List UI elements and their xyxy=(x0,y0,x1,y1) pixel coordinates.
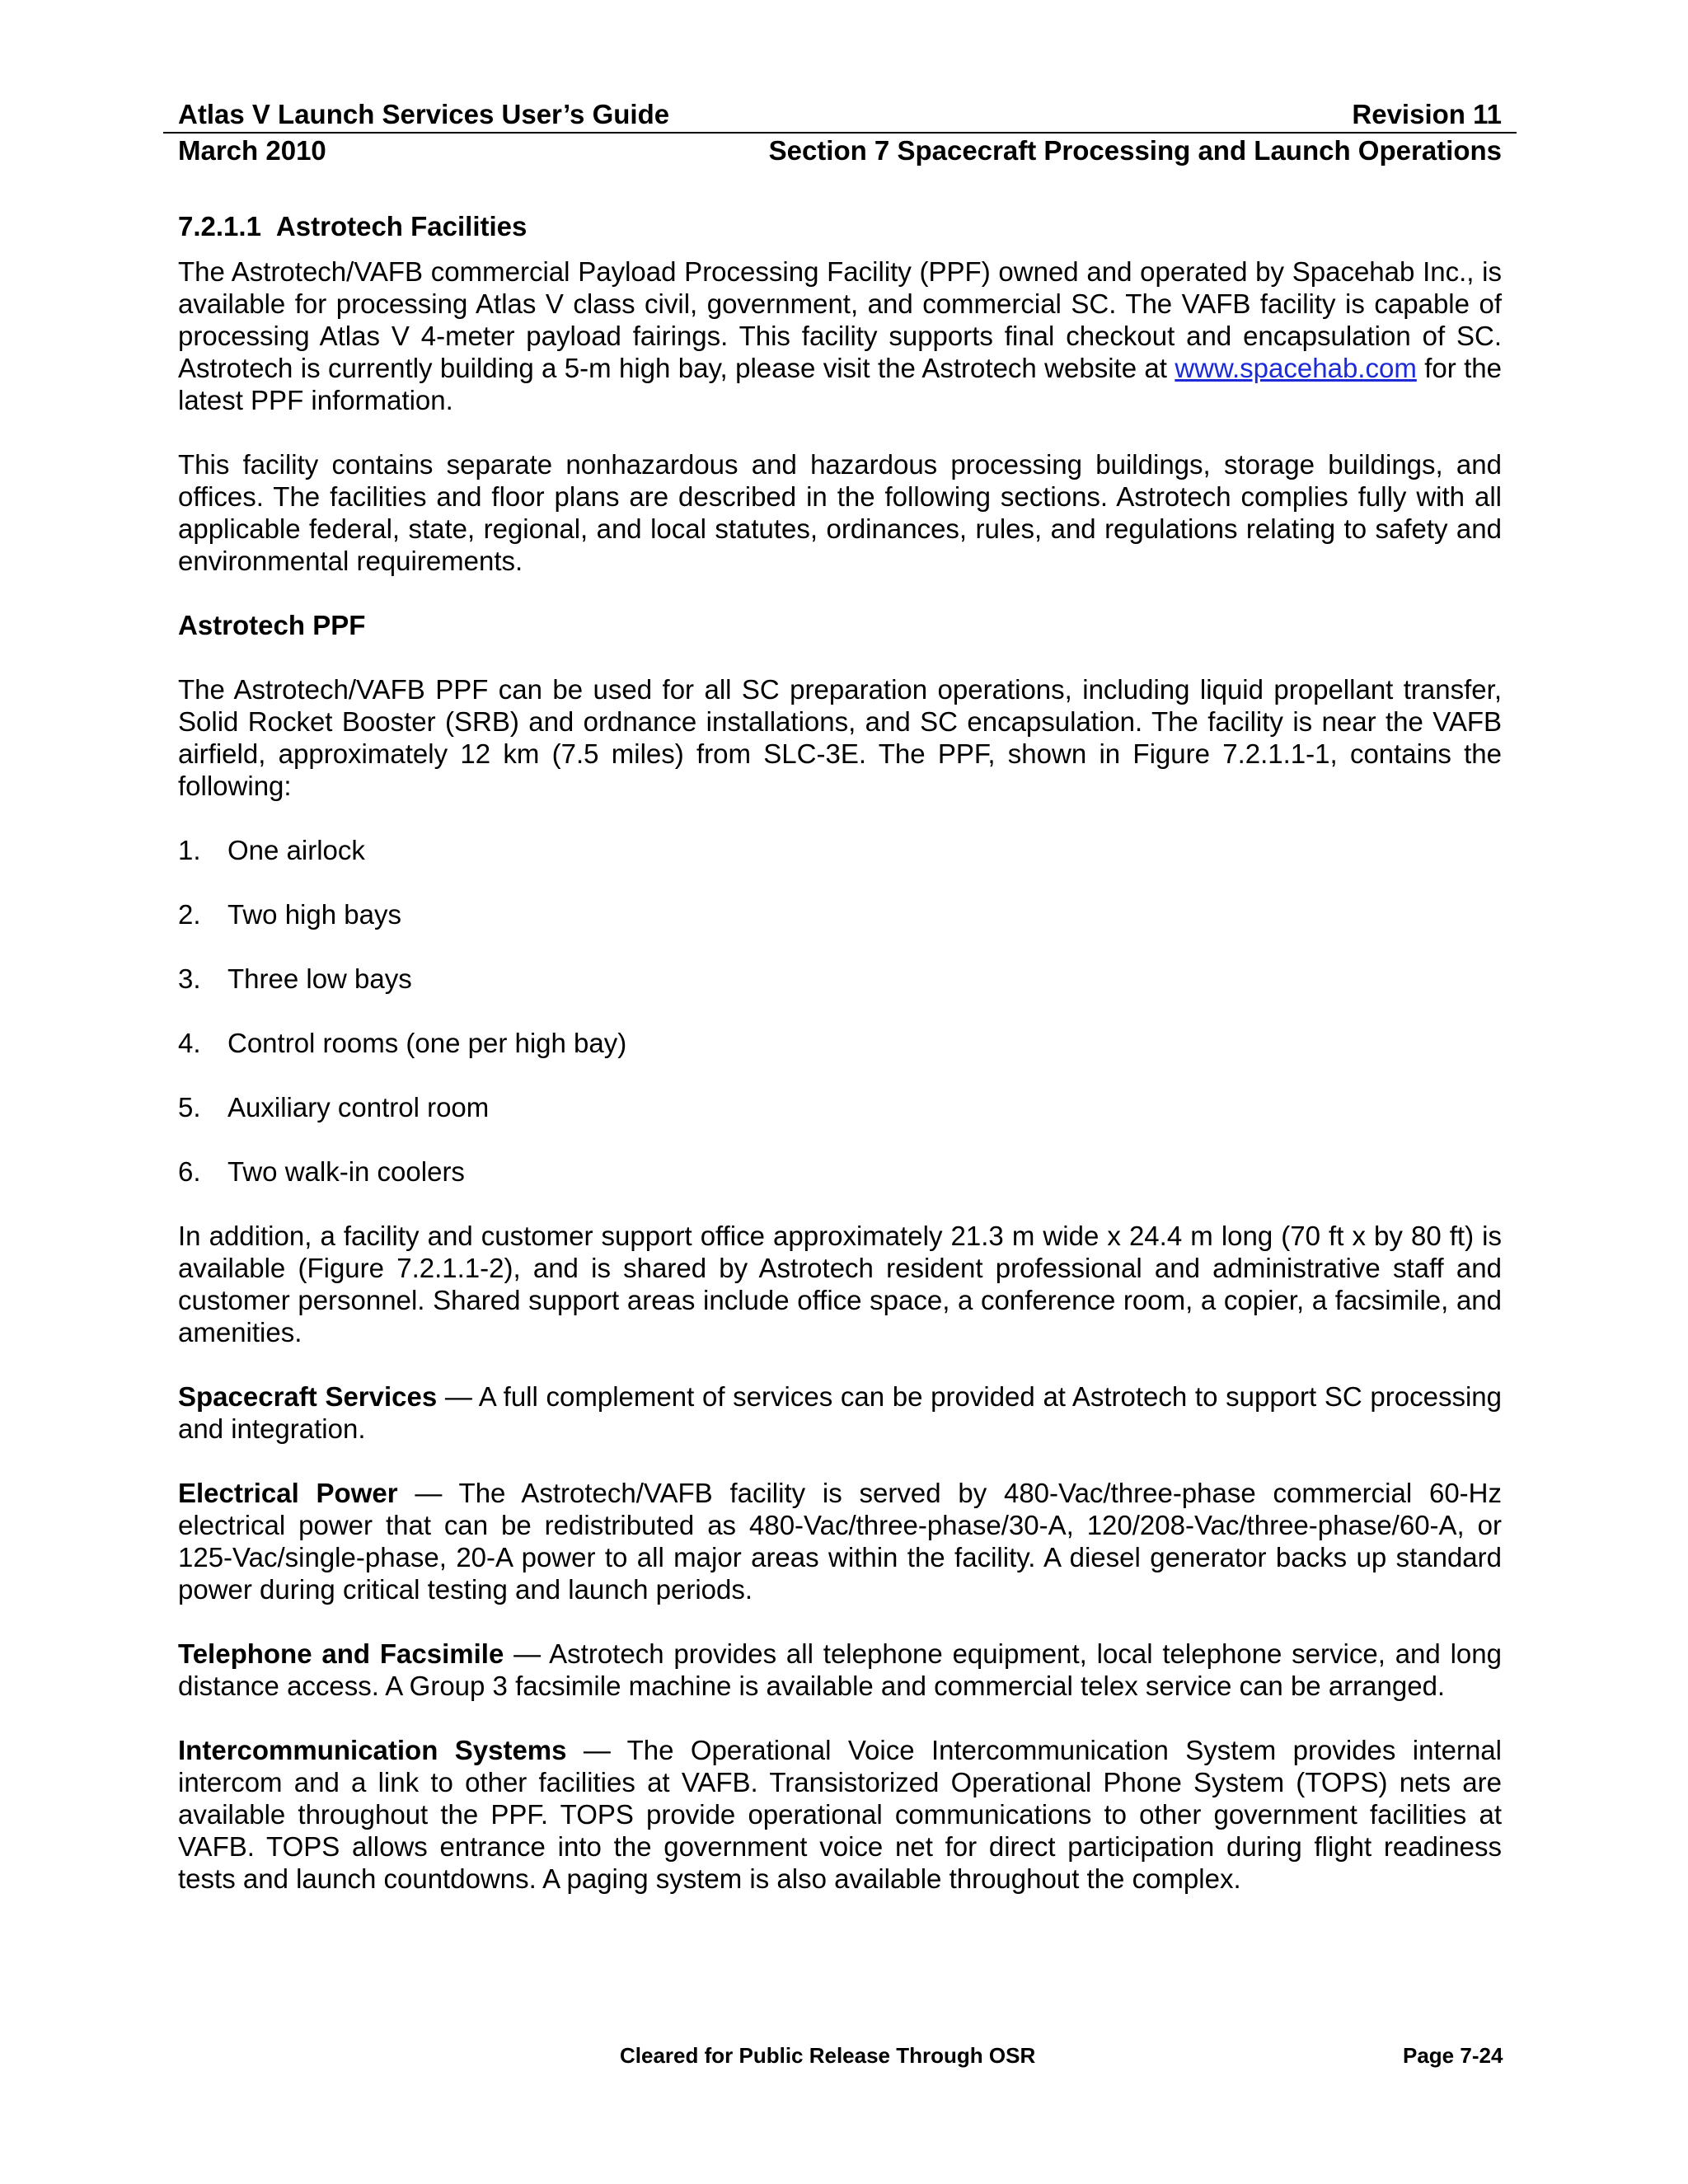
term-spacecraft-services: Spacecraft Services xyxy=(178,1381,438,1412)
paragraph-support-office: In addition, a facility and customer support office approximately 21.3 m wide x 24.4 m long (70 ft x by 80 ft) is available (Figure 7.2.1.1-2), and is shared by Astrotech resident professional and administrative staff and customer personnel. Shared support areas include office space, a conference room, a copier, a facsimile, and amenities. xyxy=(178,1221,1502,1347)
section-title: Astrotech Facilities xyxy=(275,211,528,241)
list-item: 2. Two high bays xyxy=(178,899,401,930)
list-item: 1. One airlock xyxy=(178,835,365,865)
paragraph-electrical-power: Electrical Power — The Astrotech/VAFB facility is served by 480-Vac/three-phase commercial 60-Hz electrical power that can be redistributed as 480-Vac/three-phase/30-A, 120/208-Vac/three-phase/60-A, or 125-Vac/single-phase, 20-A power to all major areas within the facility. A diesel generator backs up standard power during critical testing and launch periods. xyxy=(178,1478,1502,1605)
header-row-top xyxy=(163,97,1517,134)
term-telephone-facsimile: Telephone and Facsimile xyxy=(178,1638,504,1669)
spacehab-link[interactable]: www.spacehab.com xyxy=(1175,353,1417,383)
paragraph-spacecraft-services: Spacecraft Services — A full complement of services can be provided at Astrotech to support SC processing and integration. xyxy=(178,1381,1502,1444)
release-notice: Cleared for Public Release Through OSR xyxy=(620,2043,1036,2068)
document-title: Atlas V Launch Services User’s Guide xyxy=(178,99,670,129)
header-row-bottom xyxy=(163,134,1517,168)
section-number: 7.2.1.1 xyxy=(178,211,261,241)
list-item: 5. Auxiliary control room xyxy=(178,1092,490,1122)
paragraph-telephone-facsimile: Telephone and Facsimile — Astrotech provides all telephone equipment, local telephone service, and long distance access. A Group 3 facsimile machine is available and commercial telex service can be arranged. xyxy=(178,1638,1502,1701)
term-electrical-power: Electrical Power xyxy=(178,1478,398,1508)
page-header xyxy=(163,97,1517,168)
ppf-list xyxy=(178,834,1502,1188)
paragraph-ppf: The Astrotech/VAFB PPF can be used for all SC preparation operations, including liquid propellant transfer, Solid Rocket Booster (SRB) and ordnance installations, and SC encapsulation. The facility is near the VAFB airfield, approximately 12 km (7.5 miles) from SLC-3E. The PPF, shown in Figure 7.2.1.1-1, contains the following: xyxy=(178,674,1502,801)
paragraph-intro: The Astrotech/VAFB commercial Payload Processing Facility (PPF) owned and operated by Spacehab Inc., is available for processing Atlas V class civil, government, and commercial SC. The VAFB facility is capable of processing Atlas V 4-meter payload fairings. This facility supports final checkout and encapsulation of SC. Astrotech is currently building a 5-m high bay, please visit the Astrotech website at www.spacehab.com for the latest PPF information. xyxy=(178,256,1502,415)
section-heading xyxy=(178,210,1502,242)
paragraph-facility: This facility contains separate nonhazardous and hazardous processing buildings, storage buildings, and offices. The facilities and floor plans are described in the following sections. Astrotech complies fully with all applicable federal, state, regional, and local statutes, ordinances, rules, and regulations relating to safety and environmental requirements. xyxy=(178,449,1502,576)
page-body xyxy=(178,210,1502,1927)
list-item: 6. Two walk-in coolers xyxy=(178,1156,465,1187)
document-date: March 2010 xyxy=(178,135,326,166)
list-item: 4. Control rooms (one per high bay) xyxy=(178,1028,627,1058)
page-number: Page 7-24 xyxy=(1403,2043,1503,2068)
subheading-astrotech-ppf: Astrotech PPF xyxy=(178,610,366,640)
revision-label: Revision 11 xyxy=(1352,99,1502,129)
term-intercommunication-systems: Intercommunication Systems xyxy=(178,1735,567,1765)
paragraph-intercommunication: Intercommunication Systems — The Operational Voice Intercommunication System provides internal intercom and a link to other facilities at VAFB. Transistorized Operational Phone System (TOPS) nets are available throughout the PPF. TOPS provide operational communications to other government facilities at VAFB. TOPS allows entrance into the government voice net for direct participation during flight readiness tests and launch countdowns. A paging system is also available throughout the complex. xyxy=(178,1735,1502,1894)
section-label: Section 7 Spacecraft Processing and Launch Operations xyxy=(768,135,1502,166)
list-item: 3. Three low bays xyxy=(178,963,412,994)
